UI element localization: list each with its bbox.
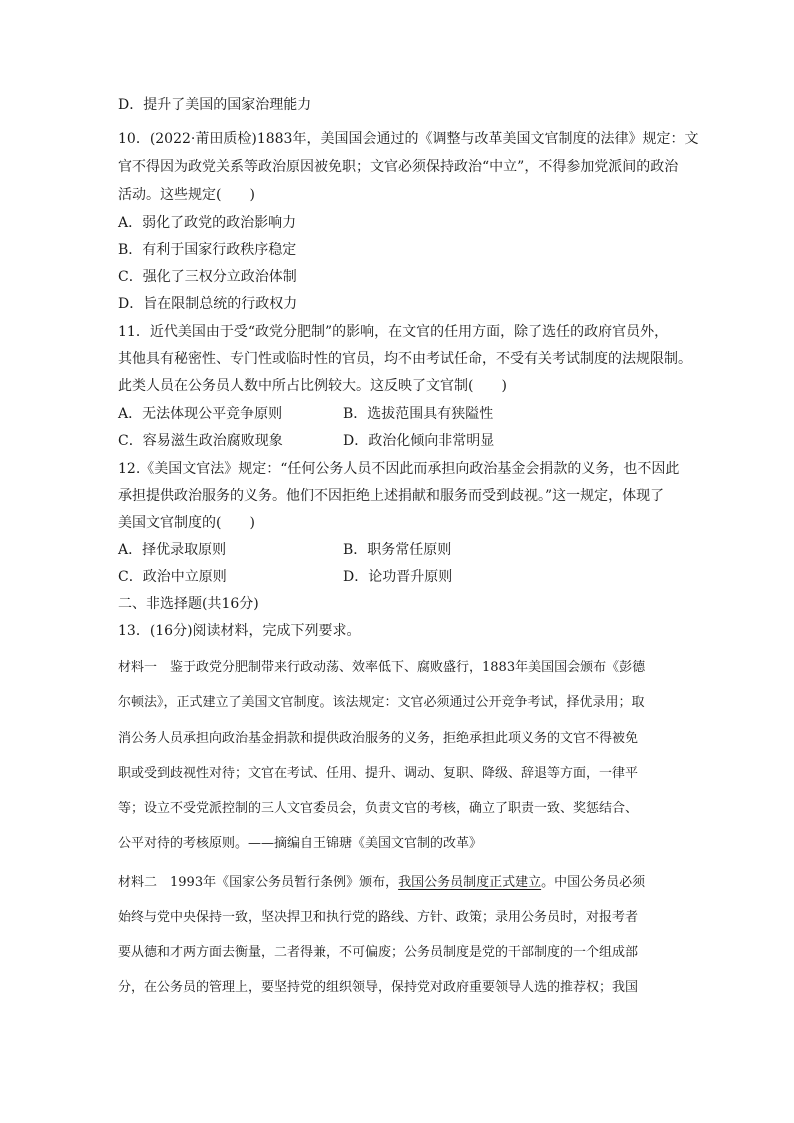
material-1-line-3: 消公务人员承担向政治基金捐款和提供政治服务的义务，拒绝承担此项义务的文官不得被免 [118, 731, 639, 746]
material-2-line-4: 分，在公务员的管理上，要坚持党的组织领导，保持党对政府重要领导人选的推荐权；我国 [118, 980, 639, 995]
q9-option-d: D．提升了美国的国家治理能力 [118, 97, 312, 113]
material-2-line-1 [118, 874, 645, 892]
q11-stem-line-3: 此类人员在公务员人数中所占比例较大。这反映了文官制( ) [118, 378, 507, 394]
material-1-line-4: 职或受到歧视性对待；文官在考试、任用、提升、调动、复职、降级、辞退等方面，一律平 [118, 766, 639, 781]
material-2-underlined-phrase: 我国公务员制度正式建立 [398, 875, 542, 890]
q11-stem-line-2: 其他具有秘密性、专门性或临时性的官员，均不由考试任命，不受有关考试制度的法规限制。 [118, 351, 692, 367]
q12-stem-line-1: 12.《美国文官法》规定：“任何公务人员不因此而承担向政治基金会捐款的义务，也不因此 [118, 461, 680, 477]
q10-option-c: C．强化了三权分立政治体制 [118, 269, 297, 285]
q12-stem-line-3: 美国文官制度的( ) [118, 515, 255, 531]
q12-stem-line-2: 承担提供政治服务的义务。他们不因拒绝上述捐献和服务而受到歧视。”这一规定，体现了 [118, 488, 665, 504]
q10-option-d: D．旨在限制总统的行政权力 [118, 296, 298, 312]
material-1-line-6: 公平对待的考核原则。——摘编自王锦瑭《美国文官制的改革》 [118, 836, 483, 851]
q13-stem: 13．(16分)阅读材料，完成下列要求。 [118, 623, 361, 639]
q12-option-a: A．择优录取原则 [118, 542, 227, 558]
section-2-heading: 二、非选择题(共16分) [118, 596, 259, 612]
q11-option-c: C．容易滋生政治腐败现象 [118, 433, 283, 449]
q12-option-b: B．职务常任原则 [343, 542, 452, 558]
q11-stem-line-1: 11．近代美国由于受“政党分肥制”的影响，在文官的任用方面，除了选任的政府官员外， [118, 324, 669, 340]
q12-option-d: D．论功晋升原则 [343, 569, 453, 585]
q10-stem-line-3: 活动。这些规定( ) [118, 187, 255, 203]
q10-stem-line-1: 10．(2022·莆田质检)1883年，美国国会通过的《调整与改革美国文官制度的法律》规定：文 [118, 131, 699, 147]
q10-option-b: B．有利于国家行政秩序稳定 [118, 242, 297, 258]
q10-option-a: A．弱化了政党的政治影响力 [118, 215, 297, 231]
q12-option-c: C．政治中立原则 [118, 569, 227, 585]
q11-option-d: D．政治化倾向非常明显 [343, 433, 495, 449]
material-1-line-2: 尔顿法》，正式建立了美国文官制度。该法规定：文官必须通过公开竞争考试，择优录用；取 [118, 695, 645, 710]
q11-option-a: A．无法体现公平竞争原则 [118, 406, 283, 422]
material-2-line-2: 始终与党中央保持一致，坚决捍卫和执行党的路线、方针、政策；录用公务员时，对报考者 [118, 910, 639, 925]
material-1-line-5: 等；设立不受党派控制的三人文官委员会，负责文官的考核，确立了职责一致、奖惩结合、 [118, 801, 639, 816]
q11-option-b: B．选拔范围具有狭隘性 [343, 406, 494, 422]
material-2-line-1-before: 材料二 1993年《国家公务员暂行条例》颁布， [118, 875, 399, 890]
material-1-line-1: 材料一 鉴于政党分肥制带来行政动荡、效率低下、腐败盛行，1883年美国国会颁布《彭德 [118, 660, 646, 675]
material-2-line-3: 要从德和才两方面去衡量，二者得兼，不可偏废；公务员制度是党的干部制度的一个组成部 [118, 945, 639, 960]
material-2-line-1-after: 。中国公务员必须 [541, 875, 646, 890]
q10-stem-line-2: 官不得因为政党关系等政治原因被免职；文官必须保持政治“中立”，不得参加党派间的政治 [118, 159, 679, 175]
